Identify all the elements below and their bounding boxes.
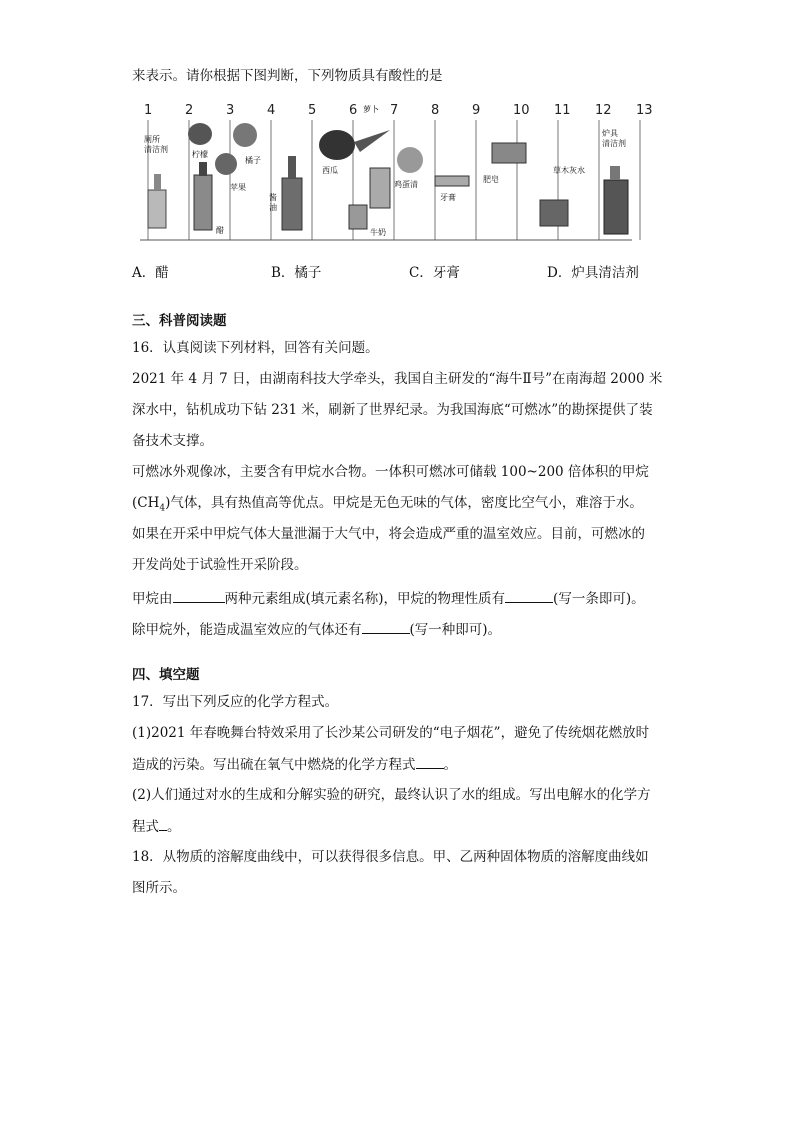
blank-greenhouse-gas[interactable] [362, 619, 410, 634]
q16-paragraph2-line2: $(CH_4)$气体，具有热值高等优点。甲烷是无色无味的气体，密度比空气小，难溶于水。 [132, 495, 643, 514]
q16-question-line1: 甲烷由 两种元素组成(填元素名称)，甲烷的物理性质有 (写一条即可)。 [132, 588, 645, 609]
ph-number: 8 [431, 103, 440, 118]
choice-d[interactable]: D．炉具清洁剂 [547, 265, 639, 281]
egg-white-image [394, 147, 423, 189]
label-vinegar: 醋 [216, 226, 224, 235]
label-egg-white: 鸡蛋清 [394, 180, 418, 189]
q16-paragraph1-line3: 备技术支撑。 [132, 433, 213, 449]
q16-paragraph2-line3: 如果在开采中甲烷气体大量泄漏于大气中，将会造成严重的温室效应。目前，可燃冰的 [132, 526, 645, 542]
q16-paragraph2-line4: 开发尚处于试验性开采阶段。 [132, 557, 308, 573]
intro-text: 来表示。请你根据下图判断，下列物质具有酸性的是 [132, 68, 443, 84]
section3-heading: 三、科普阅读题 [132, 313, 227, 329]
q16-paragraph1-line2: 深水中，钻机成功下钻 231 米，刷新了世界纪录。为我国海底“可燃冰”的勘探提供了装 [132, 402, 653, 418]
blank-elements[interactable] [173, 588, 225, 603]
q18-line1: 18．从物质的溶解度曲线中，可以获得很多信息。甲、乙两种固体物质的溶解度曲线如 [132, 849, 649, 865]
choice-a[interactable]: A．醋 [132, 265, 169, 281]
radish-image [354, 104, 390, 152]
ph-number: 13 [636, 103, 653, 118]
toothpaste-image [435, 176, 469, 202]
q16-paragraph1-line1: 2021 年 4 月 7 日，由湖南科技大学牵头，我国自主研发的“海牛Ⅱ号”在南海超 2000 米 [132, 371, 663, 387]
q17-title: 17．写出下列反应的化学方程式。 [132, 694, 339, 710]
ph-number: 7 [390, 103, 399, 118]
apple-image [215, 153, 246, 192]
ph-number: 5 [308, 103, 317, 118]
stove-cleaner-bottle [602, 128, 628, 234]
ph-number: 12 [595, 103, 612, 118]
ph-number: 9 [472, 103, 481, 118]
choice-b[interactable]: B．橘子 [271, 265, 322, 281]
soap-image [483, 143, 526, 184]
orange-image [233, 123, 261, 165]
q18-line2: 图所示。 [132, 880, 186, 896]
q16-question-line2: 除甲烷外，能造成温室效应的气体还有 (写一种即可)。 [132, 619, 501, 640]
ph-number: 2 [185, 103, 194, 118]
q17-part2-line1: (2)人们通过对水的生成和分解实验的研究，最终认识了水的组成。写出电解水的化学方 [132, 787, 651, 803]
ph-scale-figure [132, 100, 662, 250]
label-milk: 牛奶 [370, 228, 386, 237]
ph-number: 1 [144, 103, 153, 118]
ph-number: 10 [513, 103, 530, 118]
soy-sauce-bottle [269, 156, 302, 230]
blank-sulfur-equation[interactable] [416, 754, 444, 769]
label-stove-cleaner: 炉具清洁剂 [602, 129, 626, 148]
label-orange: 橘子 [245, 156, 261, 165]
ph-number: 4 [267, 103, 276, 118]
ph-number: 3 [226, 103, 235, 118]
milk-carton [349, 168, 390, 237]
label-lemon: 柠檬 [192, 150, 208, 159]
label-watermelon: 西瓜 [322, 166, 338, 175]
label-soy-sauce: 酱油 [269, 193, 277, 212]
q17-part1-line2: 造成的污染。写出硫在氧气中燃烧的化学方程式 。 [132, 754, 457, 775]
q16-paragraph2-line1: 可燃冰外观像冰，主要含有甲烷水合物。一体积可燃冰可储载 100~200 倍体积的甲烷 [132, 464, 649, 480]
label-toothpaste: 牙膏 [440, 193, 456, 202]
q16-title: 16．认真阅读下列材料，回答有关问题。 [132, 340, 379, 356]
lemon-image [188, 123, 212, 159]
vinegar-bottle [194, 162, 224, 235]
q17-part2-line2: 程式 。 [132, 816, 181, 837]
label-radish: 萝卜 [363, 105, 379, 114]
label-soap: 肥皂 [483, 175, 499, 184]
label-apple: 苹果 [230, 183, 246, 192]
label-ash-water: 草木灰水 [553, 166, 585, 175]
label-toilet-cleaner: 厕所清洁剂 [144, 135, 168, 154]
ph-number: 11 [554, 103, 571, 118]
blank-physical-property[interactable] [505, 588, 553, 603]
choice-c[interactable]: C．牙膏 [409, 265, 460, 281]
ph-number: 6 [349, 103, 358, 118]
ash-water-beaker [540, 165, 585, 226]
section4-heading: 四、填空题 [132, 667, 200, 683]
blank-electrolysis-equation[interactable] [159, 816, 167, 831]
watermelon-image [319, 130, 355, 175]
q17-part1-line1: (1)2021 年春晚舞台特效采用了长沙某公司研发的“电子烟花”，避免了传统烟花燃放时 [132, 725, 650, 741]
